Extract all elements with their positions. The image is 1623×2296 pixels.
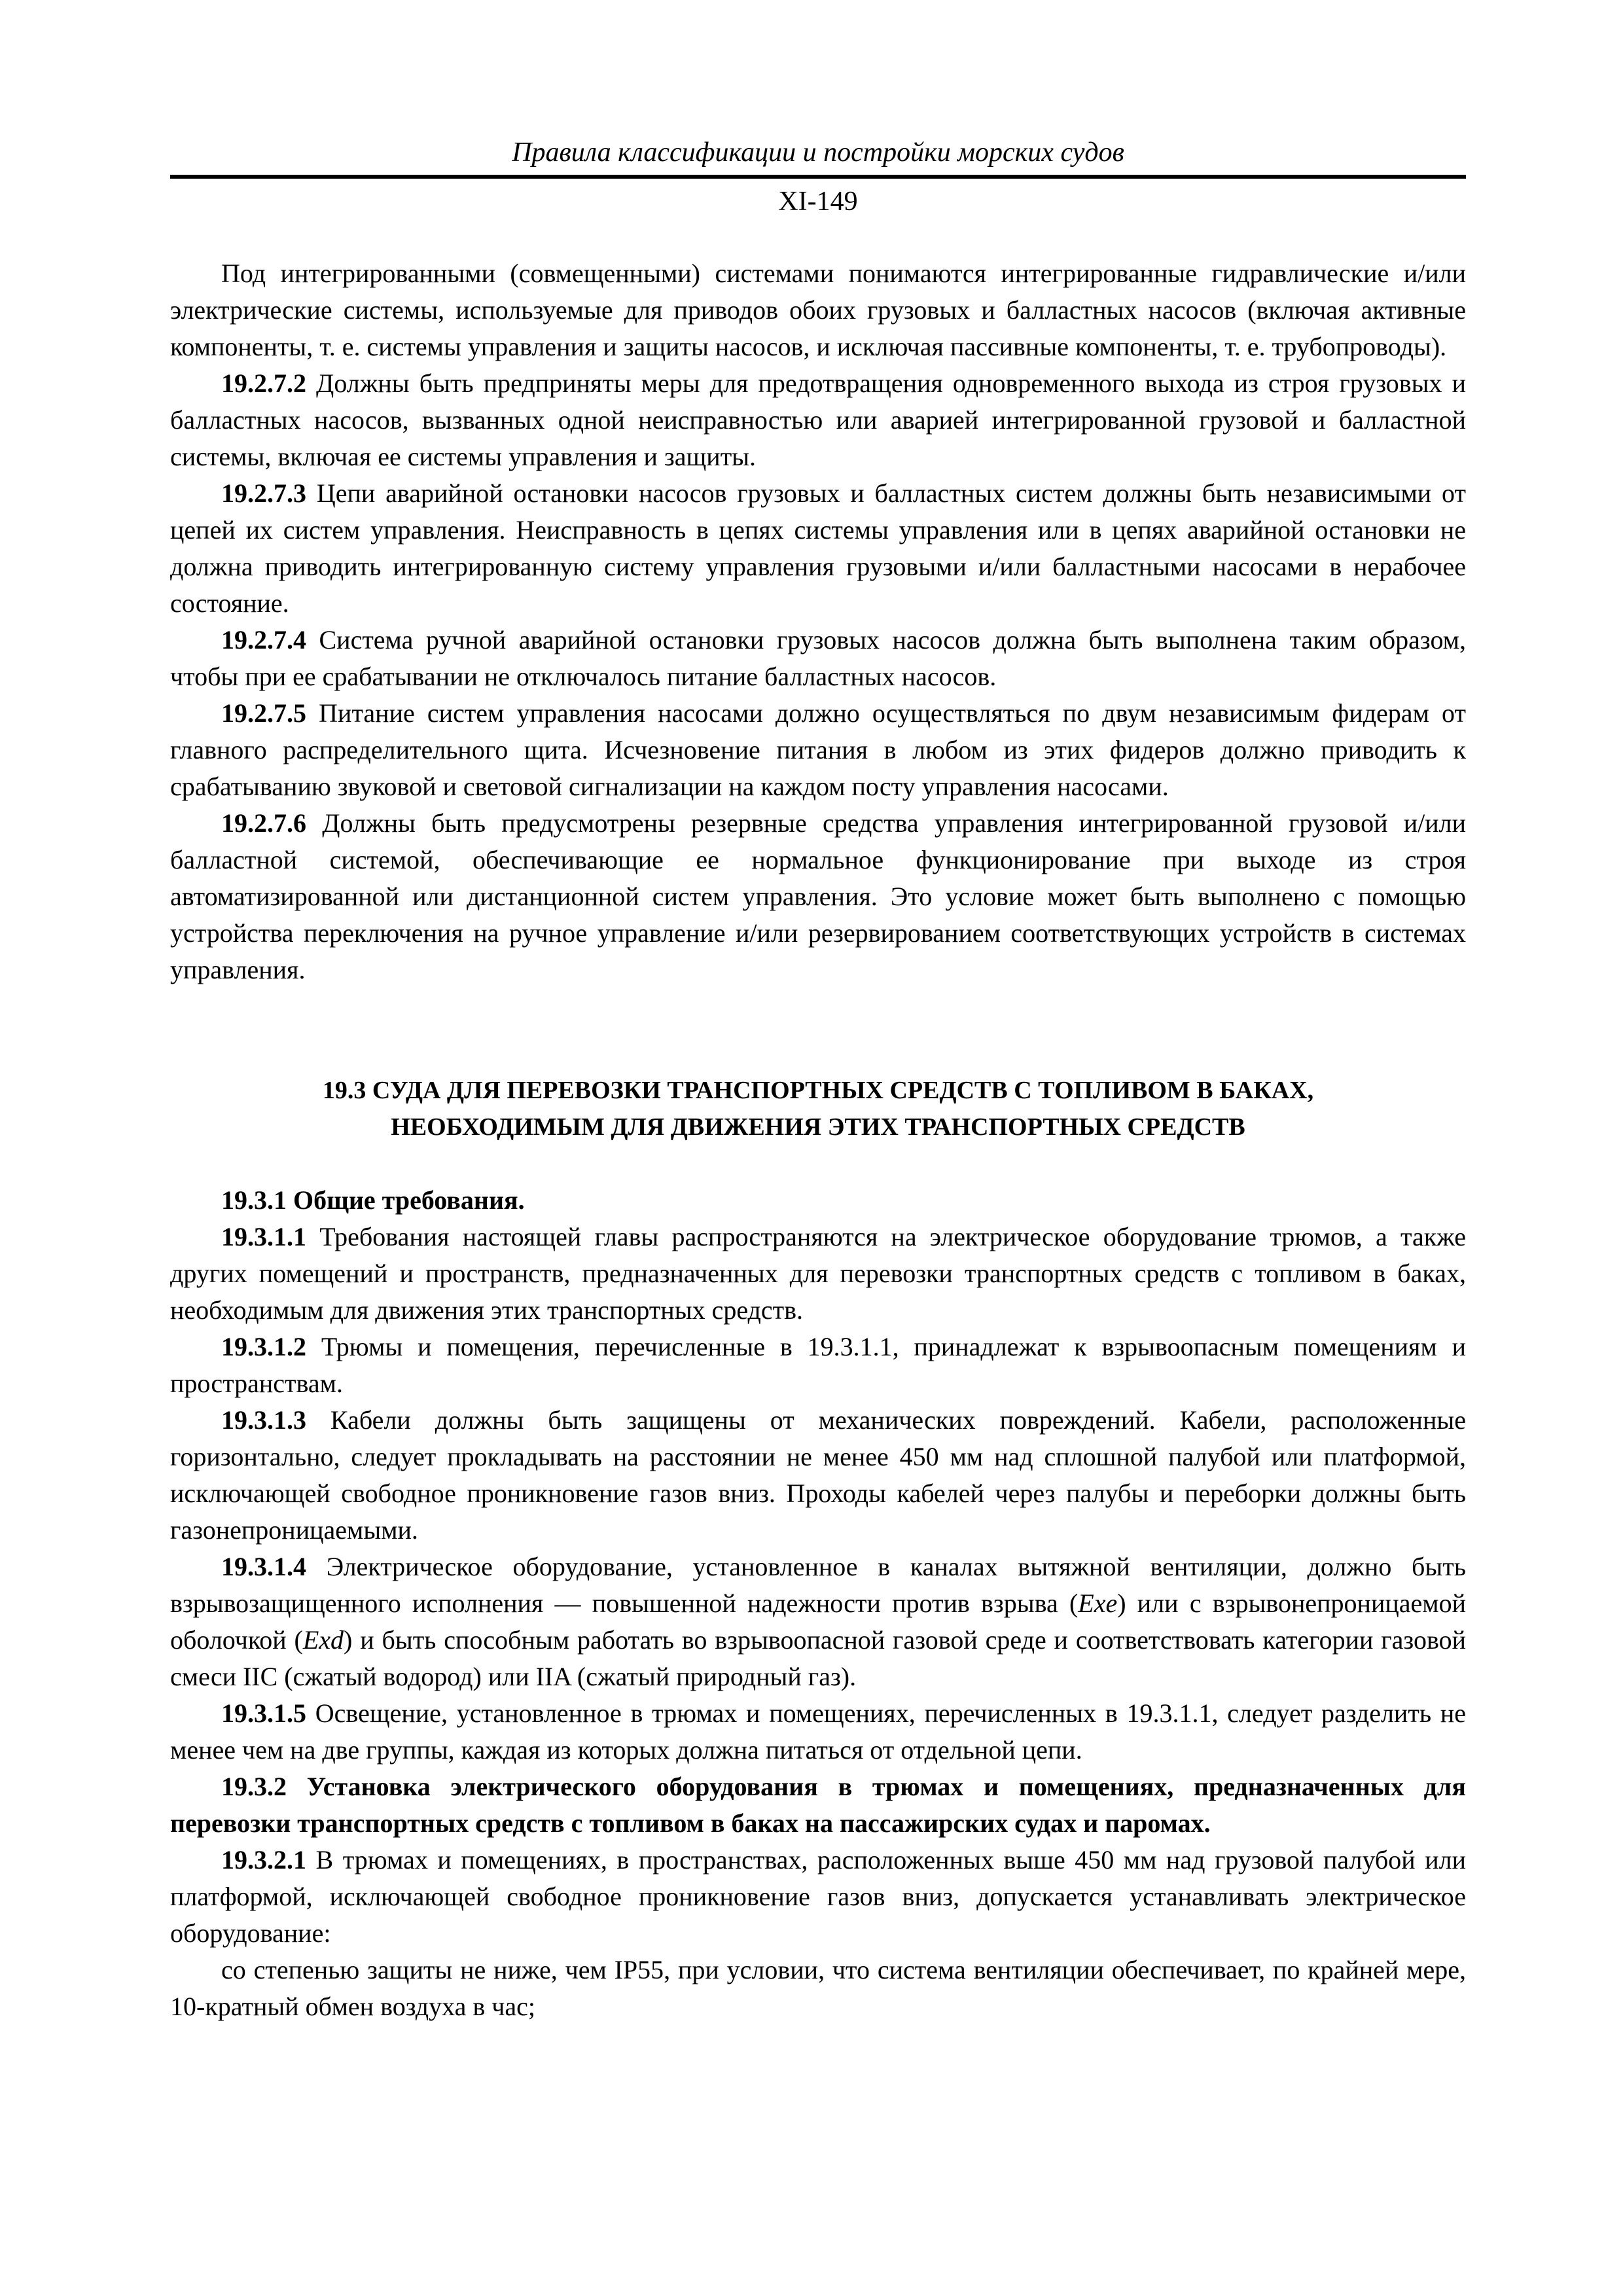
subsection-heading-19-3-1: 19.3.1 Общие требования. bbox=[221, 1185, 525, 1215]
document-body bbox=[170, 255, 1466, 2025]
clause-number: 19.3.1.5 bbox=[221, 1698, 306, 1728]
header-divider bbox=[170, 175, 1466, 179]
clause-number: 19.3.1.1 bbox=[221, 1222, 306, 1251]
clause-number: 19.2.7.5 bbox=[221, 698, 306, 728]
clause-number: 19.2.7.3 bbox=[221, 478, 306, 508]
clause-number: 19.3.1.4 bbox=[221, 1552, 306, 1581]
paragraph-19-2-7-4: 19.2.7.4 Система ручной аварийной остановки грузовых насосов должна быть выполнена таким образом, чтобы при ее срабатывании не отключалось питание балластных насосов. bbox=[170, 625, 1466, 691]
paragraph-19-3-1-5: 19.3.1.5 Освещение, установленное в трюмах и помещениях, перечисленных в 19.3.1.1, следует разделить не менее чем на две группы, каждая из которых должна питаться от отдельной цепи. bbox=[170, 1698, 1466, 1765]
page-number: XI-149 bbox=[778, 187, 858, 217]
clause-number: 19.3.1.2 bbox=[221, 1332, 306, 1361]
clause-number: 19.3.1.3 bbox=[221, 1405, 306, 1435]
paragraph-intro: Под интегрированными (совмещенными) системами понимаются интегрированные гидравлические и/или электрические системы, используемые для приводов обоих грузовых и балластных насосов (включая активные компоненты, т. е. системы управления и защиты насосов, и исключая пассивные компоненты, т. е. трубопроводы). bbox=[170, 259, 1466, 361]
paragraph-19-3-1-2: 19.3.1.2 Трюмы и помещения, перечисленные в 19.3.1.1, принадлежат к взрывоопасным помещениям и пространствам. bbox=[170, 1332, 1466, 1398]
paragraph-19-3-1-4: 19.3.1.4 Электрическое оборудование, установленное в каналах вытяжной вентиляции, должно быть взрывозащищенного исполнения — повышенной надежности против взрыва (Exe) или с взрывонепроницаемой оболочкой (Exd) и быть способным работать во взрывоопасной газовой среде и соответствовать категории газовой смеси IIC (сжатый водород) или IIA (сжатый природный газ). bbox=[170, 1552, 1466, 1691]
subsection-heading-19-3-2: 19.3.2 Установка электрического оборудования в трюмах и помещениях, предназначенных для перевозки транспортных средств с топливом в баках на пассажирских судах и паромах. bbox=[170, 1772, 1466, 1838]
clause-number: 19.3.2.1 bbox=[221, 1845, 306, 1874]
paragraph-19-2-7-6: 19.2.7.6 Должны быть предусмотрены резервные средства управления интегрированной грузовой и/или балластной системой, обеспечивающие ее нормальное функционирование при выходе из строя автоматизированной или дистанционной систем управления. Это условие может быть выполнено с помощью устройства переключения на ручное управление и/или резервированием соответствующих устройств в системах управления. bbox=[170, 808, 1466, 984]
ex-marking: Exe bbox=[1078, 1588, 1118, 1618]
paragraph-ip55: со степенью защиты не ниже, чем IP55, при условии, что система вентиляции обеспечивает, по крайней мере, 10-кратный обмен воздуха в час; bbox=[170, 1955, 1466, 2021]
clause-number: 19.2.7.2 bbox=[221, 368, 306, 398]
paragraph-19-2-7-5: 19.2.7.5 Питание систем управления насосами должно осуществляться по двум независимым фидерам от главного распределительного щита. Исчезновение питания в любом из этих фидеров должно приводить к срабатыванию звуковой и световой сигнализации на каждом посту управления насосами. bbox=[170, 698, 1466, 801]
ex-marking: Exd bbox=[302, 1625, 344, 1655]
section-heading-19-3: 19.3 СУДА ДЛЯ ПЕРЕВОЗКИ ТРАНСПОРТНЫХ СРЕДСТВ С ТОПЛИВОМ В БАКАХ, НЕОБХОДИМЫМ ДЛЯ ДВИЖЕНИЯ ЭТИХ ТРАНСПОРТНЫХ СРЕДСТВ bbox=[322, 1077, 1314, 1141]
running-header-title: Правила классификации и постройки морских судов bbox=[512, 137, 1124, 168]
clause-number: 19.2.7.6 bbox=[221, 808, 306, 838]
paragraph-19-2-7-2: 19.2.7.2 Должны быть предприняты меры для предотвращения одновременного выхода из строя грузовых и балластных насосов, вызванных одной неисправностью или аварией интегрированной грузовой и балластной системы, включая ее системы управления и защиты. bbox=[170, 368, 1466, 471]
paragraph-19-2-7-3: 19.2.7.3 Цепи аварийной остановки насосов грузовых и балластных систем должны быть независимыми от цепей их систем управления. Неисправность в цепях системы управления или в цепях аварийной остановки не должна приводить интегрированную систему управления грузовыми и/или балластными насосами в нерабочее состояние. bbox=[170, 478, 1466, 618]
clause-number: 19.2.7.4 bbox=[221, 625, 306, 655]
paragraph-19-3-1-3: 19.3.1.3 Кабели должны быть защищены от механических повреждений. Кабели, расположенные горизонтально, следует прокладывать на расстоянии не менее 450 мм над сплошной палубой или платформой, исключающей свободное проникновение газов вниз. Проходы кабелей через палубы и переборки должны быть газонепроницаемыми. bbox=[170, 1405, 1466, 1545]
paragraph-19-3-1-1: 19.3.1.1 Требования настоящей главы распространяются на электрическое оборудование трюмов, а также других помещений и пространств, предназначенных для перевозки транспортных средств с топливом в баках, необходимым для движения этих транспортных средств. bbox=[170, 1222, 1466, 1325]
paragraph-19-3-2-1: 19.3.2.1 В трюмах и помещениях, в пространствах, расположенных выше 450 мм над грузовой палубой или платформой, исключающей свободное проникновение газов вниз, допускается устанавливать электрическое оборудование: bbox=[170, 1845, 1466, 1948]
